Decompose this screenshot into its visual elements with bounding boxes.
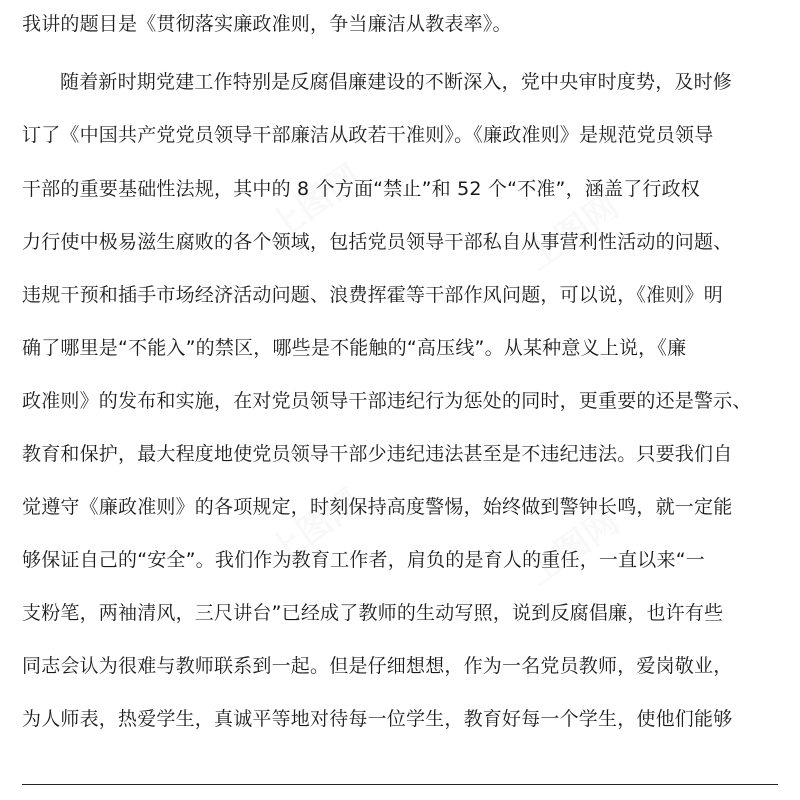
text-line: 确了哪里是“不能入”的禁区，哪些是不能触的“高压线”。从某种意义上说，《廉 (22, 337, 687, 359)
text-line: 力行使中极易滋生腐败的各个领域，包括党员领导干部私自从事营利性活动的问题、 (22, 231, 733, 253)
text-line: 违规干预和插手市场经济活动问题、浪费挥霍等干部作风问题，可以说，《准则》明 (22, 284, 723, 306)
text-line: 为人师表，热爱学生，真诚平等地对待每一位学生，教育好每一个学生，使他们能够 (22, 708, 733, 730)
text-line: 够保证自己的“安全”。我们作为教育工作者，肩负的是育人的重任，一直以来“一 (22, 549, 705, 571)
watermark-text: 上图网 (261, 156, 369, 249)
watermark-text: 上图网 (519, 186, 627, 279)
text-line: 同志会认为很难与教师联系到一起。但是仔细想想，作为一名党员教师，爱岗敬业， (22, 655, 733, 677)
watermark-text: 上图网 (261, 481, 369, 574)
text-line: 教育和保护，最大程度地使党员领导干部少违纪违法甚至是不违纪违法。只要我们自 (22, 443, 733, 465)
text-line: 订了《中国共产党党员领导干部廉洁从政若干准则》。《廉政准则》是规范党员领导 (22, 124, 714, 146)
text-line: 干部的重要基础性法规，其中的 8 个方面“禁止”和 52 个“不准”，涵盖了行政权 (22, 178, 700, 200)
text-line: 我讲的题目是《贯彻落实廉政准则，争当廉洁从教表率》。 (22, 13, 512, 35)
text-line: 政准则》的发布和实施，在对党员领导干部违纪行为惩处的同时，更重要的还是警示、 (22, 390, 752, 412)
text-line: 随着新时期党建工作特别是反腐倡廉建设的不断深入，党中央审时度势，及时修 (60, 71, 733, 93)
text-line: 觉遵守《廉政准则》的各项规定，时刻保持高度警惕，始终做到警钟长鸣，就一定能 (22, 496, 733, 518)
footer-rule (22, 784, 778, 785)
watermark-text: 上图网 (519, 501, 627, 594)
text-line: 支粉笔，两袖清风，三尺讲台”已经成了教师的生动写照，说到反腐倡廉，也许有些 (22, 602, 724, 624)
